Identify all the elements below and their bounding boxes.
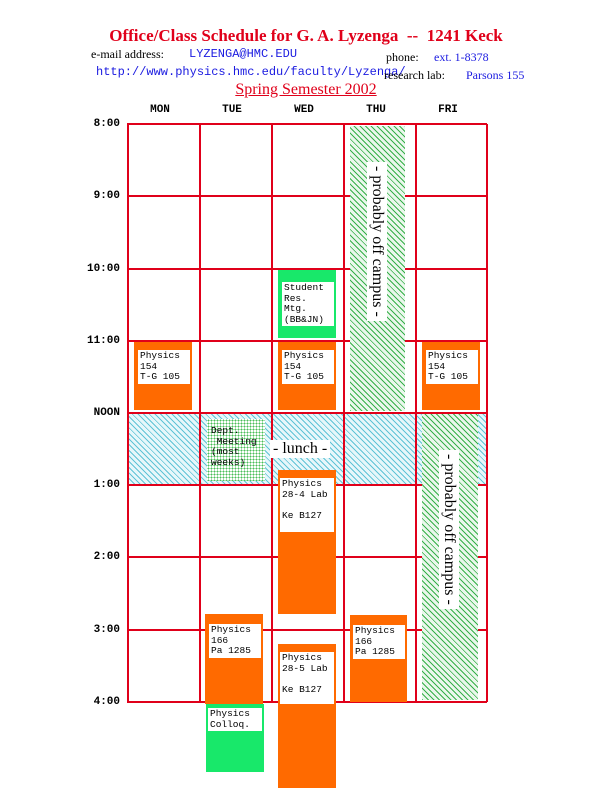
lab-value: Parsons 155 xyxy=(466,68,525,82)
time-label-11: 11:00 xyxy=(86,335,120,347)
day-header-mon: MON xyxy=(150,104,170,116)
event-wed-student-research xyxy=(278,270,336,338)
event-thu-physics166 xyxy=(350,615,407,702)
time-label-3: 3:00 xyxy=(93,624,120,636)
homepage-link[interactable]: http://www.physics.hmc.edu/faculty/Lyzenga/ xyxy=(96,65,406,79)
lab-label: research lab: xyxy=(384,68,445,82)
grid-line xyxy=(343,124,345,702)
time-label-4: 4:00 xyxy=(93,696,120,708)
event-label: Physics 154 T-G 105 xyxy=(426,350,478,384)
event-mon-physics154 xyxy=(134,342,192,410)
day-header-tue: TUE xyxy=(222,104,242,116)
grid-line xyxy=(127,124,129,702)
event-label: - probably off campus - xyxy=(439,450,459,609)
event-tue-colloquium xyxy=(206,704,264,772)
phone-value: ext. 1-8378 xyxy=(434,50,489,64)
event-fri-off-campus xyxy=(422,414,478,700)
event-wed-lab285 xyxy=(278,644,336,788)
day-header-wed: WED xyxy=(294,104,314,116)
event-label: Physics 154 T-G 105 xyxy=(282,350,334,384)
time-label-10: 10:00 xyxy=(86,263,120,275)
lunch-label: - lunch - xyxy=(270,440,330,458)
semester-heading: Spring Semester 2002 xyxy=(235,81,377,98)
event-label: Physics 166 Pa 1285 xyxy=(209,624,261,658)
event-label: Physics 28-4 Lab Ke B127 xyxy=(280,478,334,532)
event-label: Physics 154 T-G 105 xyxy=(138,350,190,384)
event-label: Physics Colloq. xyxy=(208,708,262,731)
email-label: e-mail address: xyxy=(91,47,164,61)
grid-line xyxy=(415,124,417,702)
time-label-9: 9:00 xyxy=(93,190,120,202)
time-label-1: 1:00 xyxy=(93,479,120,491)
event-label: Dept. Meeting (most weeks) xyxy=(211,425,257,468)
time-label-noon: NOON xyxy=(93,407,120,419)
grid-line xyxy=(127,123,487,125)
event-label: Physics 28-5 Lab Ke B127 xyxy=(280,652,334,704)
event-label: - probably off campus - xyxy=(367,162,387,321)
event-label: Physics 166 Pa 1285 xyxy=(353,625,405,659)
day-header-thu: THU xyxy=(366,104,386,116)
time-label-2: 2:00 xyxy=(93,551,120,563)
event-wed-lab284 xyxy=(278,470,336,614)
event-thu-off-campus xyxy=(350,126,405,411)
event-wed-physics154 xyxy=(278,342,336,410)
grid-line xyxy=(127,195,487,197)
event-tue-physics166 xyxy=(205,614,263,704)
grid-line xyxy=(271,124,273,702)
grid-line xyxy=(199,124,201,702)
phone-label: phone: xyxy=(386,50,419,64)
time-label-8: 8:00 xyxy=(93,118,120,130)
event-fri-physics154 xyxy=(422,342,480,410)
grid-line xyxy=(486,124,488,702)
event-tue-dept-meeting xyxy=(207,419,265,481)
page-title: Office/Class Schedule for G. A. Lyzenga -- 1241 Keck xyxy=(109,26,503,45)
email-link[interactable]: LYZENGA@HMC.EDU xyxy=(189,47,298,61)
day-header-fri: FRI xyxy=(438,104,458,116)
event-label: Student Res. Mtg. (BB&JN) xyxy=(282,282,334,326)
